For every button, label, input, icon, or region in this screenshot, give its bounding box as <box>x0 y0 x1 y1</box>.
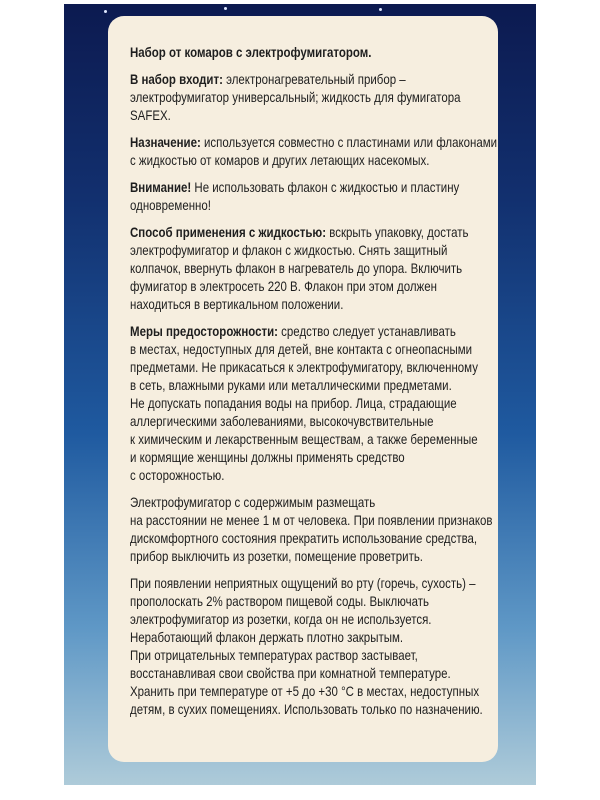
line-text: колпачок, ввернуть флакон в нагреватель до упора. Включить <box>130 260 463 276</box>
text-line <box>130 43 507 61</box>
text-line <box>130 223 507 241</box>
line-text: и кормящие женщины должны применять средство <box>130 449 405 465</box>
paragraph <box>130 70 590 124</box>
text-line <box>130 394 507 412</box>
text-line <box>130 628 507 646</box>
line-text: детям, в сухих помещениях. Использовать только по назначению. <box>130 701 483 717</box>
paragraph <box>130 493 590 565</box>
line-text: средство следует устанавливать <box>277 323 456 339</box>
line-text: электрофумигатор универсальный; жидкость для фумигатора <box>130 89 461 105</box>
line-text: Хранить при температуре от +5 до +30 °С в местах, недоступных <box>130 683 480 699</box>
line-text: с жидкостью от комаров и других летающих насекомых. <box>130 152 430 168</box>
line-text: фумигатор в электросеть 220 В. Флакон при этом должен <box>130 278 437 294</box>
line-text: одновременно! <box>130 197 211 213</box>
line-text: вскрыть упаковку, достать <box>326 224 469 240</box>
line-text: прополоскать 2% раствором пищевой соды. Выключать <box>130 593 429 609</box>
line-text: электрофумигатор из розетки, когда он не используется. <box>130 611 432 627</box>
line-text: находиться в вертикальном положении. <box>130 296 344 312</box>
bold-heading: Меры предосторожности: <box>130 323 278 339</box>
star-decoration <box>104 10 107 13</box>
line-text: в местах, недоступных для детей, вне контакта с огнеопасными <box>130 341 473 357</box>
text-line <box>130 529 507 547</box>
text-line <box>130 547 507 565</box>
text-line <box>130 241 507 259</box>
text-line <box>130 412 507 430</box>
paragraph <box>130 43 590 61</box>
bold-heading: Назначение: <box>130 134 201 150</box>
text-line <box>130 322 507 340</box>
star-decoration <box>224 7 227 10</box>
line-text: восстанавливая свои свойства при комнатной температуре. <box>130 665 451 681</box>
text-line <box>130 376 507 394</box>
text-line <box>130 493 507 511</box>
text-line <box>130 592 507 610</box>
text-line <box>130 295 507 313</box>
text-line <box>130 340 507 358</box>
text-line <box>130 106 507 124</box>
text-line <box>130 358 507 376</box>
star-decoration <box>379 8 382 11</box>
text-line <box>130 511 507 529</box>
text-line <box>130 196 507 214</box>
text-line <box>130 664 507 682</box>
text-line <box>130 682 507 700</box>
text-line <box>130 430 507 448</box>
line-text: электрофумигатор и флакон с жидкостью. Снять защитный <box>130 242 448 258</box>
line-text: При появлении неприятных ощущений во рту (горечь, сухость) – <box>130 575 476 591</box>
line-text: предметами. Не прикасаться к электрофумигатору, включенному <box>130 359 478 375</box>
text-line <box>130 277 507 295</box>
bold-heading: Способ применения с жидкостью: <box>130 224 327 240</box>
text-line <box>130 466 507 484</box>
text-line <box>130 88 507 106</box>
line-text: При отрицательных температурах раствор застывает, <box>130 647 418 663</box>
instruction-text <box>130 43 590 727</box>
line-text: к химическим и лекарственным веществам, а также беременные <box>130 431 478 447</box>
paragraph <box>130 322 590 484</box>
line-text: на расстоянии не менее 1 м от человека. При появлении признаков <box>130 512 493 528</box>
line-text: в сеть, влажными руками или металлическими предметами. <box>130 377 452 393</box>
paragraph <box>130 133 590 169</box>
text-line <box>130 259 507 277</box>
text-line <box>130 574 507 592</box>
text-line <box>130 133 507 151</box>
text-line <box>130 610 507 628</box>
text-line <box>130 151 507 169</box>
line-text: используется совместно с пластинами или флаконами <box>200 134 498 150</box>
line-text: электронагревательный прибор – <box>222 71 406 87</box>
line-text: с осторожностью. <box>130 467 225 483</box>
text-line <box>130 178 507 196</box>
paragraph <box>130 178 590 214</box>
text-line <box>130 700 507 718</box>
line-text: аллергическими заболеваниями, высокочувствительные <box>130 413 434 429</box>
text-line <box>130 70 507 88</box>
paragraph <box>130 223 590 313</box>
text-line <box>130 646 507 664</box>
bold-heading: Набор от комаров с электрофумигатором. <box>130 44 372 60</box>
line-text: Не использовать флакон с жидкостью и пластину <box>191 179 460 195</box>
line-text: SAFEX. <box>130 107 171 123</box>
line-text: Неработающий флакон держать плотно закрытым. <box>130 629 404 645</box>
text-line <box>130 448 507 466</box>
line-text: прибор выключить из розетки, помещение проветрить. <box>130 548 423 564</box>
paragraph <box>130 574 590 718</box>
line-text: дискомфортного состояния прекратить использование средства, <box>130 530 478 546</box>
bold-heading: Внимание! <box>130 179 192 195</box>
bold-heading: В набор входит: <box>130 71 223 87</box>
line-text: Не допускать попадания воды на прибор. Лица, страдающие <box>130 395 457 411</box>
line-text: Электрофумигатор с содержимым размещать <box>130 494 376 510</box>
